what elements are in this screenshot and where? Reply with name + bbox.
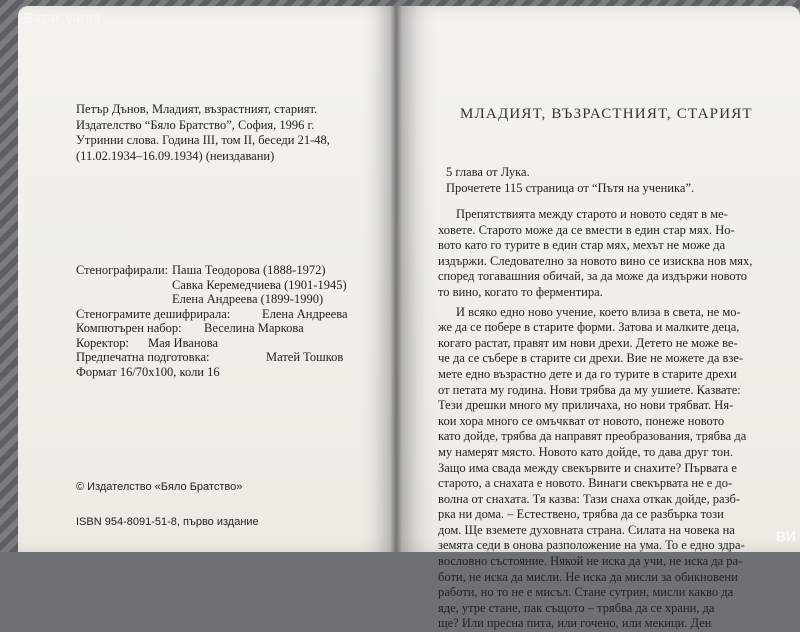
body-line: ще? Или пресна пита, или гочено, или мекици. Ден xyxy=(438,616,712,631)
chapter-intro xyxy=(446,165,694,196)
credit-label: Коректор: xyxy=(76,335,129,350)
credit-row xyxy=(76,365,230,380)
body-line: според тогавашния обичай, за да може да издържи новото xyxy=(438,269,748,284)
credit-value: Елена Андреева (1899-1990) xyxy=(172,292,324,306)
biblio-line: Утринни слова. Година III, том II, беседи 21-48, xyxy=(76,133,330,147)
body-line: Препятствията между старото и новото седят в ме- xyxy=(456,207,728,221)
body-line: Тези дрешки много му приличаха, но нови трябват. Ня- xyxy=(438,398,734,413)
body-line: кои хора много се омъчкват от новото, понеже новото xyxy=(438,413,725,428)
body-line: Защо има свада между свекървите и снахите? Първата е xyxy=(438,460,737,475)
credit-label: Стенографирали: xyxy=(76,263,169,277)
credit-row xyxy=(76,306,348,322)
credit-value: Паша Теодорова (1888-1972) xyxy=(172,263,326,277)
biblio-line: Издателство “Бяло Братство”, София, 1996 г. xyxy=(76,117,315,132)
credit-value: Веселина Маркова xyxy=(204,321,304,335)
book-gutter xyxy=(390,6,402,552)
credit-label: Стенограмите дешифрирала: xyxy=(76,306,231,321)
intro-line: Прочетете 115 страница от “Пътя на ученика”. xyxy=(446,180,695,195)
credit-value: Савка Керемедчиева (1901-1945) xyxy=(172,277,347,292)
chapter-title: МЛАДИЯТ, ВЪЗРАСТНИЯТ, СТАРИЯТ xyxy=(460,106,753,122)
body-line: то вино, когато то ферментира. xyxy=(438,284,603,299)
body-line: работи, но то не е мисъл. Стане сутрин, мисли какво да xyxy=(438,585,734,600)
credit-row xyxy=(76,292,324,307)
biblio-line: (11.02.1934–16.09.1934) (неиздавани) xyxy=(76,148,275,163)
watermark: Bazar Varna xyxy=(24,10,101,25)
credit-value: Мая Иванова xyxy=(148,335,219,350)
credit-value: Матей Тошков xyxy=(266,350,344,364)
body-line: боти, не иска да мисли. Не иска да мисли за обикновени xyxy=(438,569,738,584)
body-line: И всяко едно ново учение, което влиза в света, не мо- xyxy=(456,304,741,319)
body-line: вословно състояние. Някой не иска да учи, не иска да ра- xyxy=(438,554,743,569)
intro-line: 5 глава от Лука. xyxy=(446,165,530,179)
body-line: же да се побере в старите форми. Затова и малките деца, xyxy=(438,320,740,335)
body-line: старото, а снахата е новото. Винаги свекървата не е до- xyxy=(438,476,733,491)
credit-row xyxy=(76,350,344,365)
credits-block xyxy=(76,263,348,379)
body-line: издържи. Следователно за новото вино се изисква нов мях, xyxy=(438,253,753,268)
credit-row xyxy=(76,336,230,351)
credit-row xyxy=(76,321,304,336)
bibliographic-info xyxy=(76,102,330,164)
credit-label: Предпечатна подготовка: xyxy=(76,350,210,364)
body-line: ховете. Старото може да се вмести в един стар мях. Но- xyxy=(438,222,735,237)
body-line: като дойде, трябва да направят преобразования, трябва да xyxy=(438,429,747,444)
credit-row xyxy=(76,263,326,278)
body-line: мете едно възрастно дете и да го турите в старите дрехи xyxy=(438,366,737,381)
chapter-body xyxy=(438,207,752,632)
biblio-line: Петър Дънов, Младият, възрастният, старият. xyxy=(76,102,318,116)
body-line: яде, утре стане, пак същото – трябва да се храни, да xyxy=(438,600,715,615)
corner-watermark: ВИ xyxy=(775,528,796,544)
credit-row xyxy=(76,277,347,293)
body-line: вото като го турите в един стар мях, мехът не може да xyxy=(438,238,726,253)
body-line: че да се събере в старите си дрехи. Вие не можете да взе- xyxy=(438,351,744,366)
body-line: му намерят място. Новото като дойде, то дава друг тон. xyxy=(438,444,733,459)
body-line: от петата му година. Нови трябва да му ушиете. Казвате: xyxy=(438,382,741,397)
body-line: дом. Ще вземете духовната страна. Силата на човека на xyxy=(438,522,735,537)
isbn-line: ISBN 954-8091-51-8, първо издание xyxy=(76,516,259,528)
credit-label: Формат 16/70х100, коли 16 xyxy=(76,364,220,379)
credit-value: Елена Андреева xyxy=(262,306,348,321)
body-line: волна от снахата. Тя казва: Тази снаха откак дойде, разб- xyxy=(438,491,741,506)
copyright-notice: © Издателство «Бяло Братство» xyxy=(76,481,243,493)
body-line: земята седи в онова разположение на ума. То е едно здра- xyxy=(438,538,745,553)
body-line: когато растат, правят им нови дрехи. Детето не може ве- xyxy=(438,335,738,350)
credit-label: Компютърен набор: xyxy=(76,321,182,335)
body-line: рка ни дома. – Естествено, трябва да се разбърка този xyxy=(438,507,724,522)
